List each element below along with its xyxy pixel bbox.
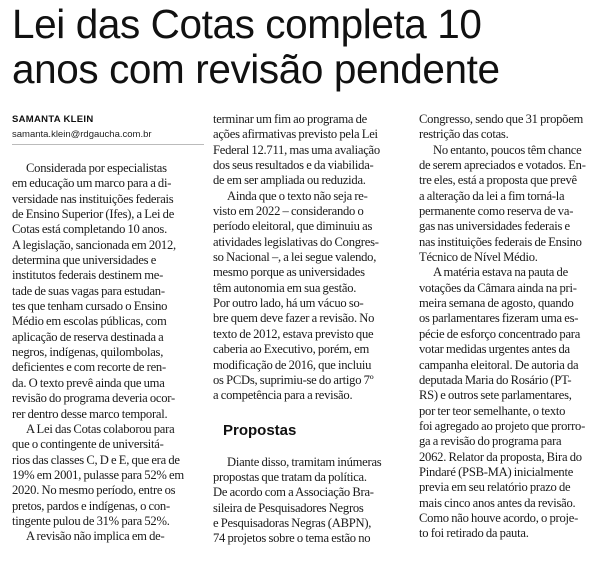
text-line: sileira de Pesquisadores Negros: [213, 500, 364, 515]
column-3-text: [419, 112, 611, 542]
text-line: Cotas está completando 10 anos.: [12, 222, 167, 237]
text-line: A Lei das Cotas colaborou para: [26, 421, 175, 436]
text-line: campanha eleitoral. De autoria da: [419, 357, 579, 372]
text-line: deficientes e com recorte de ren-: [12, 360, 166, 375]
text-line: 74 projetos sobre o tema estão no: [213, 531, 371, 546]
text-line: previa em seu relatório prazo de: [419, 480, 571, 495]
text-line: em educação um marco para a di-: [12, 176, 172, 191]
text-line: Médio em escolas públicas, com: [12, 314, 167, 329]
text-line: so Nacional –, a lei segue valendo,: [213, 250, 377, 265]
text-line: tingente pulou de 31% para 52%.: [12, 513, 170, 528]
text-line: da. O texto prevê ainda que uma: [12, 375, 165, 390]
text-line: ações afirmativas previsto pela Lei: [213, 127, 378, 142]
column-2-text-top: [213, 112, 406, 404]
text-line: Diante disso, tramitam inúmeras: [227, 454, 382, 469]
text-line: Congresso, sendo que 31 propõem: [419, 112, 584, 126]
text-line: foi agregado ao projeto que prorro-: [419, 418, 586, 433]
text-line: a competência para a revisão.: [213, 388, 353, 403]
headline-line: Lei das Cotas completa 10: [12, 1, 482, 47]
text-line: os PCDs, suprimiu-se do artigo 7º: [213, 372, 374, 387]
text-line: 19% em 2001, pulasse para 52% em: [12, 467, 184, 482]
text-line: meira semana de agosto, quando: [419, 296, 574, 311]
column-1: [12, 114, 204, 545]
byline-email: samanta.klein@rdgaucha.com.br: [12, 129, 204, 145]
text-line: 2020. No mesmo período, entre os: [12, 483, 176, 498]
text-line: mais cinco anos antes da revisão.: [419, 495, 576, 510]
text-line: deputada Maria do Rosário (PT-: [419, 372, 572, 387]
text-line: período eleitoral, que diminuiu as: [213, 219, 373, 234]
text-line: mesmo porque as universidades: [213, 265, 365, 280]
text-line: aplicação de reserva destinada a: [12, 329, 164, 344]
column-3: [419, 112, 611, 542]
text-line: RS) e outros sete parlamentares,: [419, 388, 572, 403]
text-line: terminar um fim ao programa de: [213, 112, 368, 126]
text-line: A matéria estava na pauta de: [433, 265, 568, 280]
text-line: versidade nas instituições federais: [12, 191, 174, 206]
section-subhead: Propostas: [223, 421, 297, 439]
text-line: votar medidas urgentes antes da: [419, 342, 570, 357]
text-line: determina que universidades e: [12, 253, 157, 268]
text-line: atividades legislativas do Congres-: [213, 234, 379, 249]
text-line: permanente como reserva de va-: [419, 204, 574, 219]
text-line: Como não houve acordo, o proje-: [419, 510, 579, 525]
text-line: gas nas universidades federais e: [419, 219, 570, 234]
text-line: dos seus resultados e da viabilida-: [213, 158, 374, 173]
text-line: institutos federais destinem me-: [12, 268, 164, 283]
text-line: A revisão não implica em de-: [26, 529, 165, 544]
text-line: ga a revisão do programa para: [419, 434, 562, 449]
text-line: A legislação, sancionada em 2012,: [12, 237, 176, 252]
text-line: e Pesquisadoras Negras (ABPN),: [213, 515, 372, 530]
text-line: De acordo com a Associação Bra-: [213, 485, 374, 500]
text-line: revisão do programa deveria ocor-: [12, 391, 175, 406]
text-line: Técnico de Nível Médio.: [419, 250, 538, 265]
text-line: de serem apreciados e votados. En-: [419, 158, 586, 173]
text-line: pécie de esforço concentrado para: [419, 326, 581, 341]
text-line: tre eles, está a proposta que prevê: [419, 173, 577, 188]
column-2: [213, 112, 406, 547]
text-line: No entanto, poucos têm chance: [433, 142, 582, 157]
column-2-text-bottom: [213, 455, 406, 547]
text-line: têm autonomia em sua gestão.: [213, 280, 357, 295]
text-line: 2062. Relator da proposta, Bira do: [419, 449, 582, 464]
text-line: modificação de 2016, que incluiu: [213, 357, 372, 372]
text-line: os parlamentares fizeram uma es-: [419, 311, 579, 326]
text-line: de Ensino Superior (Ifes), a Lei de: [12, 207, 175, 222]
text-line: a alteração da lei a fim torná-la: [419, 188, 565, 203]
text-line: texto de 2012, estava previsto que: [213, 326, 374, 341]
text-line: que o contingente de universitá-: [12, 437, 164, 452]
text-line: caberia ao Executivo, porém, em: [213, 342, 369, 357]
text-line: tes que tenham cursado o Ensino: [12, 299, 168, 314]
text-line: propostas que tratam da política.: [213, 469, 367, 484]
text-line: Por outro lado, há um vácuo so-: [213, 296, 364, 311]
column-1-text: [12, 161, 204, 545]
text-line: tade de suas vagas para estudan-: [12, 283, 165, 298]
text-line: por ter teor semelhante, o texto: [419, 403, 566, 418]
text-line: visto em 2022 – considerando o: [213, 204, 364, 219]
text-line: rer dentro desse marco temporal.: [12, 406, 168, 421]
byline-author: SAMANTA KLEIN: [12, 114, 94, 125]
text-line: to foi retirado da pauta.: [419, 526, 529, 541]
headline: [12, 2, 608, 92]
text-line: Ainda que o texto não seja re-: [227, 188, 368, 203]
text-line: pretos, pardos e indígenas, o con-: [12, 498, 170, 513]
text-line: votações da Câmara ainda na pri-: [419, 280, 577, 295]
text-line: de em ser ampliada ou reduzida.: [213, 173, 366, 188]
text-line: Considerada por especialistas: [26, 161, 167, 175]
text-line: negros, indígenas, quilombolas,: [12, 345, 164, 360]
text-line: Pindaré (PSB-MA) inicialmente: [419, 464, 574, 479]
text-line: restrição das cotas.: [419, 127, 509, 142]
headline-line: anos com revisão pendente: [12, 46, 500, 92]
text-line: nas instituições federais de Ensino: [419, 234, 582, 249]
text-line: rios das classes C, D e E, que era de: [12, 452, 180, 467]
text-line: Federal 12.711, mas uma avaliação: [213, 142, 380, 157]
text-line: bre quem deve fazer a revisão. No: [213, 311, 375, 326]
